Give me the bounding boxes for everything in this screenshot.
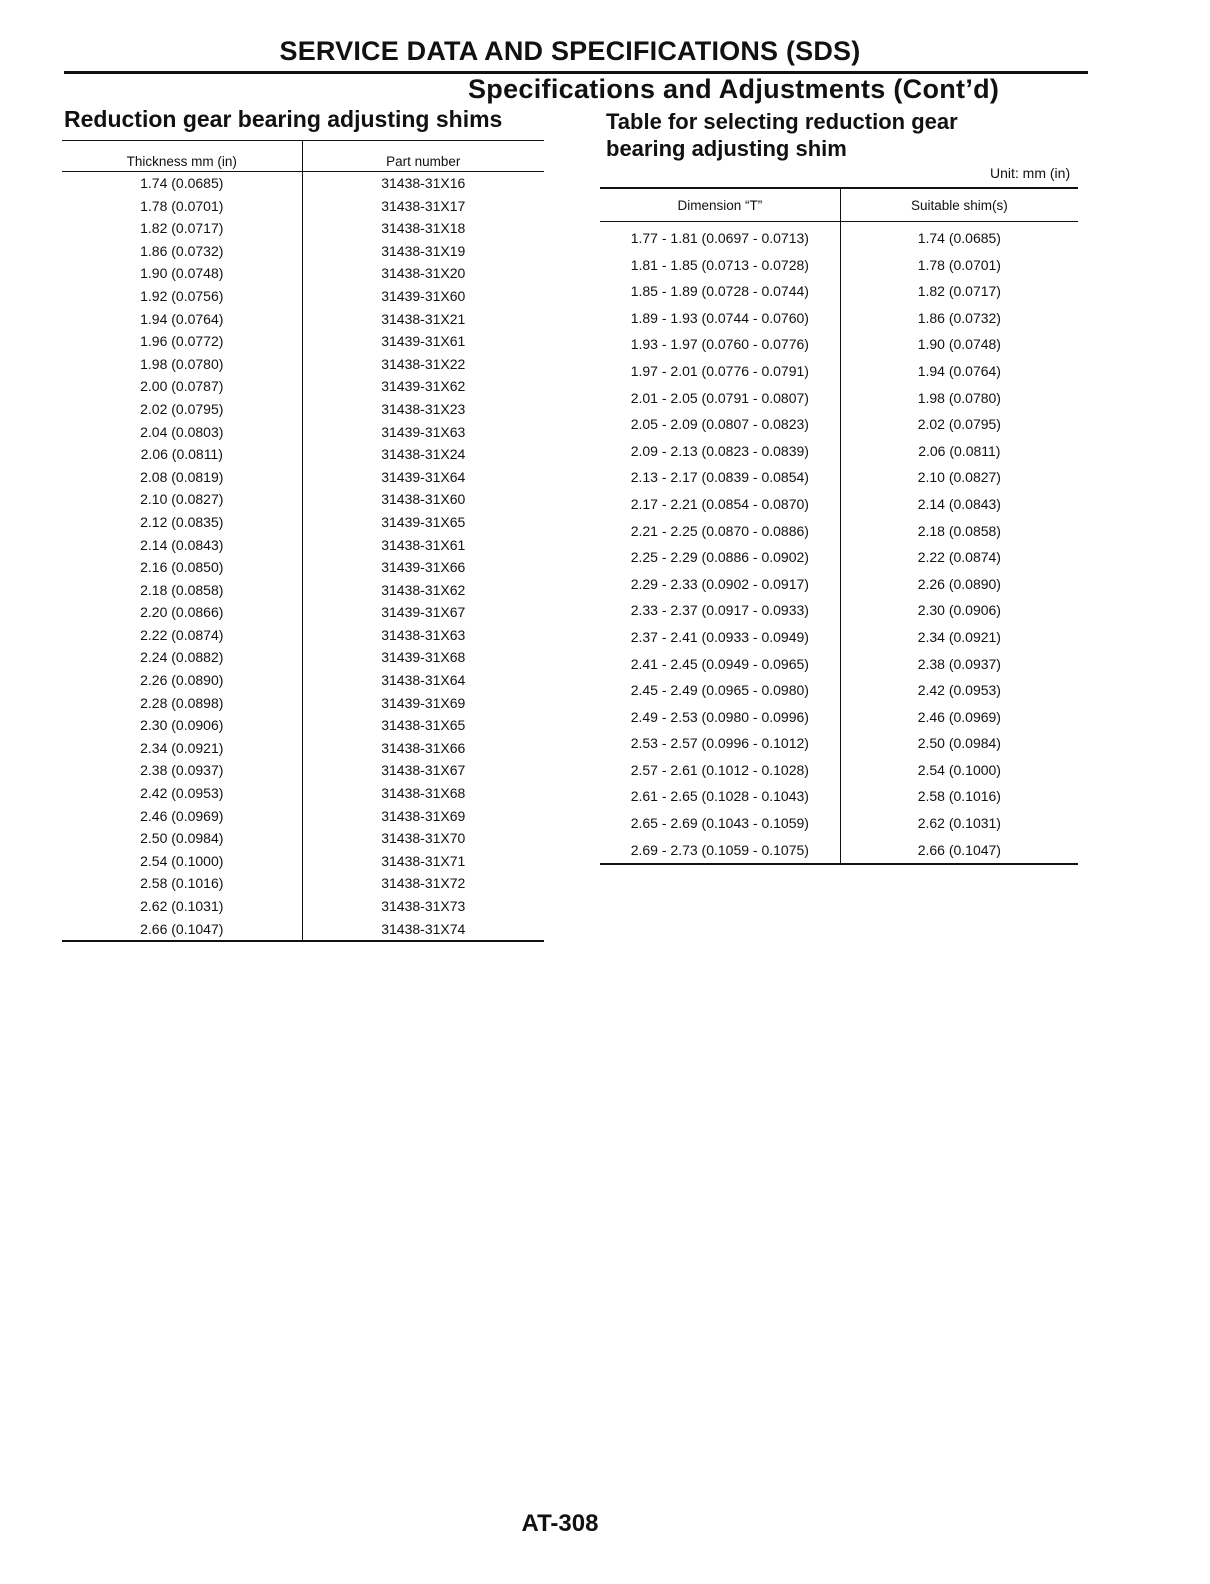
thickness-cell: 1.78 (0.0701) — [62, 195, 302, 218]
dimension-t-cell: 1.77 - 1.81 (0.0697 - 0.0713) — [600, 222, 840, 252]
part-number-cell: 31438-31X65 — [381, 717, 466, 734]
suitable-shim-cell: 2.14 (0.0843) — [917, 495, 1001, 512]
thickness-cell: 1.86 (0.0732) — [62, 240, 302, 263]
part-number-cell: 31438-31X74 — [381, 920, 466, 937]
dimension-t-cell: 2.21 - 2.25 (0.0870 - 0.0886) — [600, 518, 840, 545]
suitable-shim-cell: 2.10 (0.0827) — [917, 469, 1001, 486]
suitable-shim-cell: 2.46 (0.0969) — [917, 708, 1001, 725]
suitable-shim-cell: 2.22 (0.0874) — [917, 549, 1001, 566]
part-number-cell: 31438-31X19 — [381, 242, 466, 259]
table-row — [62, 872, 544, 895]
part-number-cell: 31438-31X20 — [381, 265, 466, 282]
table-row — [62, 805, 544, 828]
part-number-cell: 31438-31X63 — [381, 626, 466, 643]
table-row — [600, 464, 1078, 491]
part-number-cell: 31439-31X68 — [381, 649, 466, 666]
table-row — [600, 491, 1078, 518]
table-header-row — [62, 141, 544, 172]
dimension-t-cell: 1.93 - 1.97 (0.0760 - 0.0776) — [600, 331, 840, 358]
thickness-cell: 2.18 (0.0858) — [62, 579, 302, 602]
thickness-cell: 2.10 (0.0827) — [62, 488, 302, 511]
thickness-cell: 2.62 (0.1031) — [62, 895, 302, 918]
unit-note: Unit: mm (in) — [990, 165, 1071, 181]
thickness-cell: 2.20 (0.0866) — [62, 601, 302, 624]
part-number-cell: 31439-31X64 — [381, 468, 466, 485]
thickness-cell: 2.46 (0.0969) — [62, 805, 302, 828]
suitable-shim-cell: 1.78 (0.0701) — [917, 256, 1001, 273]
shim-selection-table — [600, 187, 1078, 865]
table-row — [62, 172, 544, 195]
suitable-shim-cell: 2.42 (0.0953) — [917, 682, 1001, 699]
dimension-t-cell: 2.05 - 2.09 (0.0807 - 0.0823) — [600, 411, 840, 438]
table-row — [600, 411, 1078, 438]
column-header-part-number: Part number — [302, 141, 544, 172]
shims-heading: Reduction gear bearing adjusting shims — [64, 106, 503, 132]
dimension-t-cell: 2.57 - 2.61 (0.1012 - 0.1028) — [600, 757, 840, 784]
thickness-cell: 2.50 (0.0984) — [62, 827, 302, 850]
suitable-shim-cell: 1.90 (0.0748) — [917, 336, 1001, 353]
part-number-cell: 31438-31X69 — [381, 807, 466, 824]
thickness-cell: 2.28 (0.0898) — [62, 692, 302, 715]
suitable-shim-cell: 2.34 (0.0921) — [917, 628, 1001, 645]
table-row — [62, 737, 544, 760]
thickness-cell: 2.22 (0.0874) — [62, 624, 302, 647]
part-number-cell: 31438-31X24 — [381, 446, 466, 463]
part-number-cell: 31438-31X72 — [381, 875, 466, 892]
part-number-cell: 31438-31X61 — [381, 536, 466, 553]
thickness-cell: 1.82 (0.0717) — [62, 217, 302, 240]
thickness-cell: 2.26 (0.0890) — [62, 669, 302, 692]
table-row — [62, 827, 544, 850]
table-row — [62, 398, 544, 421]
part-number-cell: 31438-31X62 — [381, 581, 466, 598]
selection-table-heading: Table for selecting reduction gear bearing adjusting shim — [606, 109, 958, 161]
shim-selection-table-body — [600, 222, 1078, 865]
shim-thickness-table — [62, 140, 544, 942]
suitable-shim-cell: 2.30 (0.0906) — [917, 602, 1001, 619]
part-number-cell: 31438-31X70 — [381, 830, 466, 847]
part-number-cell: 31438-31X60 — [381, 491, 466, 508]
dimension-t-cell: 2.09 - 2.13 (0.0823 - 0.0839) — [600, 438, 840, 465]
thickness-cell: 2.38 (0.0937) — [62, 759, 302, 782]
table-row — [62, 918, 544, 942]
table-row — [600, 837, 1078, 865]
thickness-cell: 2.66 (0.1047) — [62, 918, 302, 942]
table-row — [62, 217, 544, 240]
thickness-cell: 2.58 (0.1016) — [62, 872, 302, 895]
part-number-cell: 31439-31X63 — [381, 423, 466, 440]
dimension-t-cell: 1.89 - 1.93 (0.0744 - 0.0760) — [600, 305, 840, 332]
table-row — [62, 466, 544, 489]
thickness-cell: 1.96 (0.0772) — [62, 330, 302, 353]
table-row — [62, 624, 544, 647]
part-number-cell: 31439-31X65 — [381, 513, 466, 530]
part-number-cell: 31439-31X66 — [381, 559, 466, 576]
suitable-shim-cell: 1.94 (0.0764) — [917, 362, 1001, 379]
table-row — [600, 651, 1078, 678]
dimension-t-cell: 2.65 - 2.69 (0.1043 - 0.1059) — [600, 810, 840, 837]
suitable-shim-cell: 2.38 (0.0937) — [917, 655, 1001, 672]
part-number-cell: 31439-31X62 — [381, 378, 466, 395]
table-row — [62, 534, 544, 557]
table-row — [62, 285, 544, 308]
part-number-cell: 31439-31X69 — [381, 694, 466, 711]
thickness-cell: 2.00 (0.0787) — [62, 375, 302, 398]
suitable-shim-cell: 2.02 (0.0795) — [917, 416, 1001, 433]
part-number-cell: 31438-31X64 — [381, 672, 466, 689]
part-number-cell: 31439-31X67 — [381, 604, 466, 621]
part-number-cell: 31438-31X21 — [381, 310, 466, 327]
table-header-row — [600, 188, 1078, 222]
table-row — [600, 757, 1078, 784]
thickness-cell: 1.94 (0.0764) — [62, 308, 302, 331]
table-row — [62, 488, 544, 511]
table-row — [600, 597, 1078, 624]
table-row — [62, 330, 544, 353]
part-number-cell: 31438-31X18 — [381, 220, 466, 237]
table-row — [62, 511, 544, 534]
table-row — [600, 438, 1078, 465]
thickness-cell: 1.92 (0.0756) — [62, 285, 302, 308]
table-row — [62, 375, 544, 398]
table-row — [600, 544, 1078, 571]
table-row — [62, 556, 544, 579]
part-number-cell: 31438-31X16 — [381, 175, 466, 191]
suitable-shim-cell: 1.82 (0.0717) — [917, 283, 1001, 300]
table-row — [62, 353, 544, 376]
suitable-shim-cell: 2.26 (0.0890) — [917, 575, 1001, 592]
suitable-shim-cell: 2.54 (0.1000) — [917, 761, 1001, 778]
dimension-t-cell: 1.85 - 1.89 (0.0728 - 0.0744) — [600, 278, 840, 305]
table-row — [62, 443, 544, 466]
table-row — [600, 331, 1078, 358]
dimension-t-cell: 2.17 - 2.21 (0.0854 - 0.0870) — [600, 491, 840, 518]
suitable-shim-cell: 2.62 (0.1031) — [917, 815, 1001, 832]
table-row — [62, 579, 544, 602]
part-number-cell: 31438-31X22 — [381, 355, 466, 372]
thickness-cell: 2.16 (0.0850) — [62, 556, 302, 579]
thickness-cell: 2.54 (0.1000) — [62, 850, 302, 873]
part-number-cell: 31438-31X71 — [381, 852, 466, 869]
part-number-cell: 31438-31X67 — [381, 762, 466, 779]
part-number-cell: 31439-31X60 — [381, 287, 466, 304]
column-header-suitable-shims: Suitable shim(s) — [840, 188, 1078, 222]
table-row — [62, 195, 544, 218]
table-row — [62, 601, 544, 624]
dimension-t-cell: 2.13 - 2.17 (0.0839 - 0.0854) — [600, 464, 840, 491]
dimension-t-cell: 1.81 - 1.85 (0.0713 - 0.0728) — [600, 252, 840, 279]
column-header-thickness: Thickness mm (in) — [62, 141, 302, 172]
part-number-cell: 31438-31X23 — [381, 400, 466, 417]
table-row — [600, 385, 1078, 412]
suitable-shim-cell: 2.58 (0.1016) — [917, 788, 1001, 805]
table-row — [600, 677, 1078, 704]
table-row — [62, 850, 544, 873]
table-row — [600, 704, 1078, 731]
suitable-shim-cell: 2.66 (0.1047) — [917, 841, 1001, 858]
dimension-t-cell: 2.41 - 2.45 (0.0949 - 0.0965) — [600, 651, 840, 678]
table-row — [600, 278, 1078, 305]
table-row — [600, 730, 1078, 757]
part-number-cell: 31438-31X73 — [381, 898, 466, 914]
section-subtitle: Specifications and Adjustments (Cont’d) — [468, 74, 1000, 104]
table-row — [600, 783, 1078, 810]
thickness-cell: 2.34 (0.0921) — [62, 737, 302, 760]
table-row — [600, 571, 1078, 598]
suitable-shim-cell: 2.06 (0.0811) — [918, 442, 1001, 459]
thickness-cell: 1.74 (0.0685) — [62, 172, 302, 195]
table-row — [62, 262, 544, 285]
table-row — [600, 252, 1078, 279]
table-row — [600, 810, 1078, 837]
thickness-cell: 2.06 (0.0811) — [62, 443, 302, 466]
dimension-t-cell: 2.29 - 2.33 (0.0902 - 0.0917) — [600, 571, 840, 598]
thickness-cell: 2.30 (0.0906) — [62, 714, 302, 737]
part-number-cell: 31439-31X61 — [381, 333, 466, 350]
dimension-t-cell: 2.33 - 2.37 (0.0917 - 0.0933) — [600, 597, 840, 624]
thickness-cell: 2.24 (0.0882) — [62, 646, 302, 669]
suitable-shim-cell: 2.18 (0.0858) — [917, 522, 1001, 539]
table-row — [62, 421, 544, 444]
table-row — [600, 518, 1078, 545]
thickness-cell: 2.08 (0.0819) — [62, 466, 302, 489]
table-row — [62, 692, 544, 715]
dimension-t-cell: 2.69 - 2.73 (0.1059 - 0.1075) — [600, 837, 840, 865]
dimension-t-cell: 2.45 - 2.49 (0.0965 - 0.0980) — [600, 677, 840, 704]
table-row — [62, 240, 544, 263]
table-row — [62, 308, 544, 331]
thickness-cell: 2.02 (0.0795) — [62, 398, 302, 421]
part-number-cell: 31438-31X68 — [381, 785, 466, 802]
suitable-shim-cell: 1.98 (0.0780) — [917, 389, 1001, 406]
dimension-t-cell: 2.25 - 2.29 (0.0886 - 0.0902) — [600, 544, 840, 571]
table-row — [62, 759, 544, 782]
table-row — [62, 646, 544, 669]
dimension-t-cell: 2.49 - 2.53 (0.0980 - 0.0996) — [600, 704, 840, 731]
suitable-shim-cell: 2.50 (0.0984) — [917, 735, 1001, 752]
page-number: AT-308 — [521, 1510, 599, 1537]
table-row — [600, 624, 1078, 651]
table-row — [62, 714, 544, 737]
table-row — [62, 782, 544, 805]
part-number-cell: 31438-31X66 — [381, 739, 466, 756]
dimension-t-cell: 1.97 - 2.01 (0.0776 - 0.0791) — [600, 358, 840, 385]
part-number-cell: 31438-31X17 — [381, 197, 466, 214]
dimension-t-cell: 2.61 - 2.65 (0.1028 - 0.1043) — [600, 783, 840, 810]
table-row — [600, 222, 1078, 252]
thickness-cell: 2.42 (0.0953) — [62, 782, 302, 805]
thickness-cell: 2.14 (0.0843) — [62, 534, 302, 557]
column-header-dimension-t: Dimension “T” — [600, 188, 840, 222]
table-row — [600, 358, 1078, 385]
shim-thickness-table-body — [62, 172, 544, 942]
thickness-cell: 2.12 (0.0835) — [62, 511, 302, 534]
table-row — [62, 895, 544, 918]
suitable-shim-cell: 1.86 (0.0732) — [917, 309, 1001, 326]
table-row — [600, 305, 1078, 332]
page-title: SERVICE DATA AND SPECIFICATIONS (SDS) — [279, 36, 861, 66]
dimension-t-cell: 2.53 - 2.57 (0.0996 - 0.1012) — [600, 730, 840, 757]
thickness-cell: 2.04 (0.0803) — [62, 421, 302, 444]
thickness-cell: 1.98 (0.0780) — [62, 353, 302, 376]
suitable-shim-cell: 1.74 (0.0685) — [917, 230, 1001, 246]
dimension-t-cell: 2.37 - 2.41 (0.0933 - 0.0949) — [600, 624, 840, 651]
thickness-cell: 1.90 (0.0748) — [62, 262, 302, 285]
dimension-t-cell: 2.01 - 2.05 (0.0791 - 0.0807) — [600, 385, 840, 412]
table-row — [62, 669, 544, 692]
